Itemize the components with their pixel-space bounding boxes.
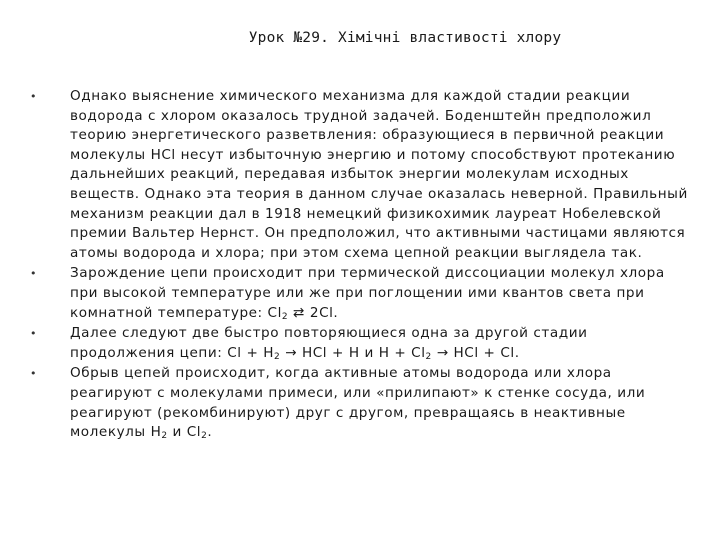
list-item bbox=[26, 264, 696, 323]
bullet-icon: • bbox=[30, 90, 38, 103]
paragraph-text: Однако выяснение химического механизма для каждой стадии реакции водорода с хлором оказалось трудной задачей. Боденштейн предположил теорию энергетического разветвления: образующиеся в первичной реакции молекулы HCl несут избыточную энергию и потому способствуют протеканию дальнейших реакций, передавая избыток энергии молекулам исходных веществ. Однако эта теория в данном случае оказалась неверной. Правильный механизм реакции дал в 1918 немецкий физикохимик лауреат Нобелевской премии Вальтер Нернст. Он предположил, что активными частицами являются атомы водорода и хлора; при этом схема цепной реакции выглядела так. bbox=[70, 88, 688, 261]
bullet-list bbox=[26, 87, 696, 444]
text-run: → HCl + H и H + Cl bbox=[280, 344, 426, 361]
text-run: Зарождение цепи происходит при термической диссоциации молекул хлора при высокой температуре или же при поглощении ими квантов света при комнатной температуре: Cl bbox=[70, 265, 665, 321]
bullet-icon: • bbox=[30, 327, 38, 341]
subscript: 2 bbox=[201, 431, 208, 442]
text-run: и Cl bbox=[167, 424, 202, 441]
text-run: ⇄ 2Cl. bbox=[288, 304, 339, 321]
subscript: 2 bbox=[281, 311, 289, 322]
list-item bbox=[26, 364, 696, 442]
paragraph-text bbox=[70, 325, 588, 361]
text-run: . bbox=[207, 424, 213, 441]
subscript: 2 bbox=[161, 431, 168, 442]
paragraph-text bbox=[70, 365, 645, 440]
paragraph-text bbox=[70, 265, 665, 320]
bullet-icon: • bbox=[30, 367, 38, 381]
text-run: Далее следуют две быстро повторяющиеся одна за другой стадии продолжения цепи: Cl + H bbox=[70, 325, 588, 361]
subscript: 2 bbox=[425, 351, 432, 362]
list-item bbox=[26, 324, 696, 363]
bullet-icon: • bbox=[30, 267, 38, 281]
text-run: Обрыв цепей происходит, когда активные атомы водорода или хлора реагируют с молекулами примеси, или «прилипают» к стенке сосуда, или реагируют (рекомбинируют) друг с другом, превращаясь в неактивные молекулы H bbox=[70, 365, 646, 441]
text-run: → HCl + Cl. bbox=[431, 344, 520, 361]
slide-title: Урок №29. Хімічні властивості хлору bbox=[248, 30, 562, 46]
list-item bbox=[26, 87, 696, 263]
subscript: 2 bbox=[274, 351, 281, 362]
